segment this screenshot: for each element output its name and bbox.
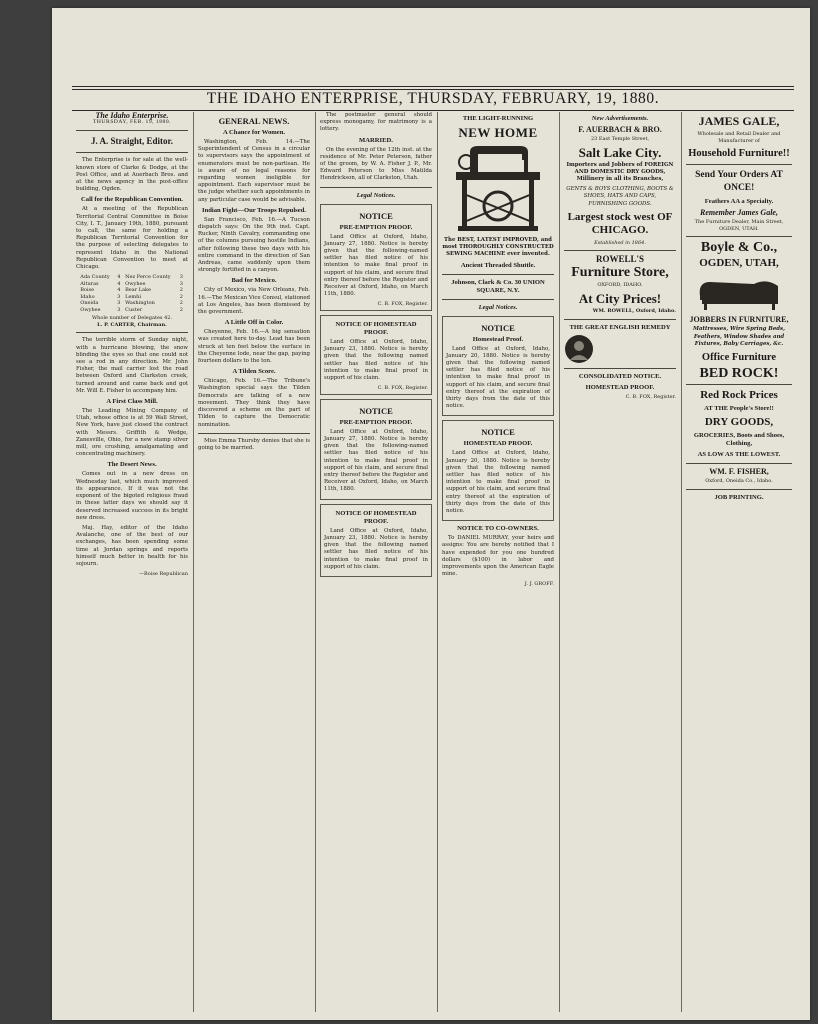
desert-heading: The Desert News. xyxy=(107,461,157,469)
divider xyxy=(76,332,188,333)
column-notices xyxy=(320,112,432,1012)
furniture-store: Furniture Store, xyxy=(571,265,669,281)
mexico-paragraph: City of Mexico, via New Orleans, Feb. 16.—The Mexican Vice Consul, stationed at Los Angeles, has been dismissed by the government. xyxy=(198,287,310,316)
divider xyxy=(76,152,188,153)
closing-paragraph: Miss Emma Thursby denies that she is going to be married. xyxy=(198,437,310,451)
intro-paragraph: The Enterprise is for sale at the well-known store of Clarke & Dodge, at the Post Office, and at Auerbach Bros. and at the news agency in the post-office building, Ogden. xyxy=(76,157,188,193)
homestead-notice xyxy=(320,315,432,395)
city-prices: At City Prices! xyxy=(578,291,662,306)
portrait-medallion-icon xyxy=(564,334,594,364)
divider xyxy=(564,368,676,369)
color-heading: A Little Off in Color. xyxy=(224,319,284,327)
co-owners-body: To DANIEL MURRAY, your heirs and assigns: You are hereby notified that I have expended for you one hundred dollars ($100) in labor and improvements upon the American Eagle mine. xyxy=(442,535,554,578)
divider xyxy=(564,319,676,320)
women-paragraph: Washington, Feb. 14.—The Superintendent of Census in a circular to supervisors says the appointment of enumerators must be non-partisan. He is aware of no legal reasons for regarding women ineligible for appointment. Each supervisor must be the judge whether such appointments in any particular case would be advisable. xyxy=(198,139,310,203)
consolidated-heading: CONSOLIDATED NOTICE. xyxy=(578,372,662,380)
column-rule xyxy=(681,112,682,1012)
feathers-line: Feathers AA a Specialty. xyxy=(704,198,774,206)
table-row: Ada County 4 Nez Perce County 3 xyxy=(80,274,183,281)
color-paragraph: Cheyenne, Feb. 16.—A big sensation was created here to-day. Lead has been struck at ten feet below the surface in the Cheyenne lode, near the gap, paying fourteen dollars to the ton. xyxy=(198,329,310,365)
table-row: Oneida 3 Washington 2 xyxy=(80,300,183,307)
mexico-heading: Bad for Mexico. xyxy=(231,277,277,285)
register-signature: C. B. FOX, Register. xyxy=(625,393,676,400)
intro-paragraph: The postmaster general should express monogamy, for matrimony is a lottery. xyxy=(320,112,432,133)
notice-body: Land Office at Oxford, Idaho, January 20, 1880. Notice is hereby given that the following named settler has filed notice of his intention to make final proof in support of his claim, and secure final entry thereof at the expiration of thirty days from the date of this notice. xyxy=(446,345,550,410)
notice-body: Land Office at Oxford, Idaho, January 27, 1880. Notice is hereby given that the following-named settler has filed notice of his intention to make final proof in support of his claim, and secure final entry thereof before the Register and Receiver at Oxford, Idaho, on March 11th, 1880. xyxy=(324,233,428,298)
notice-title: NOTICE xyxy=(481,322,515,333)
divider xyxy=(442,274,554,275)
firm-address: 23 East Temple Street, xyxy=(590,136,650,142)
ad-heading-large: NEW HOME xyxy=(458,125,538,140)
notice-subtitle: HOMESTEAD PROOF. xyxy=(463,440,533,448)
dry-goods: DRY GOODS, xyxy=(704,415,774,428)
column-rule xyxy=(437,112,438,1012)
married-heading: MARRIED. xyxy=(359,136,393,144)
credit-line: —Boise Republican xyxy=(139,571,188,578)
call-heading: Call for the Republican Convention. xyxy=(81,196,183,204)
column-advertisements xyxy=(564,112,676,1012)
call-paragraph: At a meeting of the Republican Territorial Central Committee in Boise City, I. T., January 19th, 1880, pursuant to call, the same for holding a Republican Territorial Convention for the purpose of selecting delegates to represent Idaho in the National Republican Convention to meet at Chicago. xyxy=(76,206,188,271)
divider xyxy=(198,433,310,434)
notice-title: NOTICE OF HOMESTEAD PROOF. xyxy=(335,321,417,337)
notice-title: NOTICE xyxy=(359,405,393,416)
notice-subtitle: Homestead Proof. xyxy=(472,335,524,343)
notice-title: NOTICE OF HOMESTEAD PROOF. xyxy=(335,509,417,525)
lowest-line: AS LOW AS THE LOWEST. xyxy=(697,450,781,458)
remember-line: Remember James Gale, xyxy=(700,208,778,218)
table-row: Idaho 3 Lemhi 2 xyxy=(80,293,183,300)
notice-body: Land Office at Oxford, Idaho, January 23, 1880. Notice is hereby given that the following named settler has filed notice of his intention to make final proof in support of his claim. xyxy=(324,527,428,570)
divider xyxy=(686,489,792,490)
bed-rock: BED ROCK! xyxy=(699,365,779,381)
women-heading: A Chance for Women. xyxy=(222,129,286,136)
ad-heading-small: THE LIGHT-RUNNING xyxy=(462,115,534,122)
notice-title: NOTICE xyxy=(481,427,515,438)
divider xyxy=(564,250,676,251)
notice-body: Land Office at Oxford, Idaho, January 27, 1880. Notice is hereby given that the following-named settler has filed notice of his intention to make final proof in support of his claim, and secure final entry thereof before the Register and Receiver at Oxford, Idaho, on March 11th, 1880. xyxy=(324,428,428,493)
troops-heading: Indian Fight—Our Troops Repulsed. xyxy=(202,206,306,214)
preemption-notice-2 xyxy=(320,399,432,500)
notice-body: Land Office at Oxford, Idaho, January 20, 1880. Notice is hereby given that the following named settler has filed notice of his intention to make final proof in support of his claim, and secure final entry thereof at the expiration of thirty days from the date of this notice. xyxy=(446,450,550,515)
gale-name: JAMES GALE, xyxy=(698,114,780,128)
newspaper-page xyxy=(52,8,810,1020)
machine-caption: The BEST, LATEST IMPROVED, and most THOROUGHLY CONSTRUCTED SEWING MACHINE ever invented. xyxy=(442,237,554,258)
groceries-line: GROCERIES, Boots and Shoes, Clothing, xyxy=(693,431,785,447)
remedy-heading: THE GREAT ENGLISH REMEDY xyxy=(569,323,671,331)
preemption-notice xyxy=(320,204,432,311)
co-owners-heading: NOTICE TO CO-OWNERS. xyxy=(457,525,539,533)
divider xyxy=(686,463,792,464)
editor-line: J. A. Straight, Editor. xyxy=(91,136,173,147)
homestead-notice xyxy=(442,316,554,417)
notice-title: NOTICE xyxy=(359,210,393,221)
homestead-notice-2 xyxy=(320,504,432,577)
masthead-title: THE IDAHO ENTERPRISE, THURSDAY, FEBRUARY, 19, 1880. xyxy=(206,90,660,107)
divider xyxy=(686,236,792,237)
job-printing: JOB PRINTING. xyxy=(714,493,764,501)
divider xyxy=(686,384,792,385)
notice-subtitle: PRE-EMPTION PROOF. xyxy=(339,418,413,426)
register-signature: C. B. FOX, Register. xyxy=(377,385,428,392)
mill-paragraph: The Leading Mining Company of Utah, whose office is at 59 Wall Street, New York, have just closed the contract with Messrs. Griffith & Wedge, Zanesville, Ohio, for a new stamp silver mill, ore crushing, amalgamating and concentrating machinery. xyxy=(76,408,188,458)
desert-paragraph: Comes out in a new dress on Wednesday last, which much improved its appearance. If it was not the exponent of the bigoted religious fraud in these latter days we should say it deserved increased success in its bright new dress. xyxy=(76,471,188,521)
table-row: Alturas 4 Owyhee 3 xyxy=(80,280,183,287)
ads-heading: New Advertisements. xyxy=(591,115,649,122)
stock-line: Largest stock west OF CHICAGO. xyxy=(567,210,673,236)
column-general-news xyxy=(198,112,310,1012)
red-rock-prices: Red Rock Prices xyxy=(700,388,778,401)
tilden-heading: A Tilden Score. xyxy=(232,368,276,376)
boyle-location: OGDEN, UTAH, xyxy=(699,257,779,270)
sewing-machine-illustration xyxy=(442,142,554,234)
firm-name: F. AUERBACH & BRO. xyxy=(578,125,662,134)
masthead-rule-top xyxy=(72,86,794,87)
register-signature: C. B. FOX, Register. xyxy=(377,301,428,308)
sewing-machine-icon xyxy=(448,142,548,234)
column-editorial xyxy=(76,112,188,1012)
firm-city: Salt Lake City. xyxy=(578,144,662,160)
jobbers-line: JOBBERS IN FURNITURE, xyxy=(689,315,789,325)
rowell-signature: WM. ROWELL, Oxford, Idaho. xyxy=(592,308,676,314)
goods-line: GENTS & BOYS CLOTHING, BOOTS & SHOES, HATS AND CAPS, FURNISHING GOODS. xyxy=(566,186,674,207)
homestead-heading: HOMESTEAD PROOF. xyxy=(585,383,655,391)
personal-paragraph: Maj. Hay, editor of the Idaho Avalanche, one of the best of our exchanges, has been spending some time at Jordan springs and reports himself much better in health for his sojourn. xyxy=(76,524,188,567)
gale-store: The Furniture Dealer, Main Street, OGDEN, UTAH. xyxy=(694,219,784,232)
send-orders: Send Your Orders AT ONCE! xyxy=(695,170,783,194)
divider xyxy=(686,164,792,165)
notice-body: Land Office at Oxford, Idaho, January 23, 1880. Notice is hereby given that the following named settler has filed notice of his intention to make final proof in support of his claim. xyxy=(324,339,428,382)
column-rule xyxy=(559,112,560,1012)
delegate-table xyxy=(78,274,186,313)
peoples-store: AT THE People's Store!! xyxy=(704,404,774,412)
signature: L. P. CARTER, Chairman. xyxy=(97,321,167,328)
divider xyxy=(76,130,188,131)
notice-subtitle: PRE-EMPTION PROOF. xyxy=(339,223,413,231)
homestead-notice-2 xyxy=(442,420,554,521)
masthead-rule-bottom xyxy=(72,110,794,111)
issue-date: THURSDAY, FEB. 19, 1880. xyxy=(92,119,172,126)
delegate-total: Whole number of Delegates 42. xyxy=(91,315,173,322)
office-furniture: Office Furniture xyxy=(701,351,777,363)
feature-line: Ancient Threaded Shuttle. xyxy=(460,261,536,269)
boyle-name: Boyle & Co., xyxy=(700,240,778,256)
rowell-location: OXFORD, IDAHO. xyxy=(597,282,643,289)
importers-line: Importers and Jobbers of FOREIGN AND DOMESTIC DRY GOODS, Millinery in all its Branches, xyxy=(566,161,674,182)
column-rule xyxy=(315,112,316,1012)
married-paragraph: On the evening of the 12th inst. at the residence of Mr. Peter Peterson, father of the groom, by W. A. Fisher J. P., Mr. Edward Peterson to Miss Matilda Hendrickson, all of Clarkston, Utah. xyxy=(320,146,432,182)
co-owners-signature: J. J. GROFF. xyxy=(524,581,554,588)
rowell-name: ROWELL'S xyxy=(595,254,644,265)
legal-heading: Legal Notices. xyxy=(356,191,396,199)
household-furniture: Household Furniture!! xyxy=(688,148,790,160)
troops-paragraph: San Francisco, Feb. 16.—A Tucson dispatch says: On the 9th inst. Capt. Rucker, Ninth Cavalry, commanding one of the columns pursuing hostile Indians, after following these two days with his entire command in the direction of San Andreas, came suddenly upon them strongly fortified in a canyon. xyxy=(198,216,310,274)
paper-name: The Idaho Enterprise. xyxy=(95,112,169,120)
table-row: Boise 4 Bear Lake 2 xyxy=(80,287,183,294)
divider xyxy=(320,187,432,188)
storm-paragraph: The terrible storm of Sunday night, with a hurricane blowing, the snow blinding the eyes so that one could not see a rod in any direction. Mr. John Fisher, the mail carrier lost the road between Oxford and Clarkston creek, turned around and came back and got Mr. Will E. Fisher to accompany him. xyxy=(76,337,188,394)
general-news-heading: GENERAL NEWS. xyxy=(218,116,290,126)
table-row: Owyhee 3 Custer 2 xyxy=(80,306,183,313)
sofa-illustration-icon xyxy=(694,274,784,312)
mill-heading: A First Class Mill. xyxy=(106,398,158,406)
divider xyxy=(442,299,554,300)
established-line: Established in 1864. xyxy=(594,239,646,246)
tilden-paragraph: Chicago, Feb. 16.—The Tribune's Washington special says the Tilden Democrats are talking of a new movement. They think they have discovered a scheme on the part of Tilden to capture the Democratic nomination. xyxy=(198,378,310,428)
gale-subtitle: Wholesale and Retail Dealer and Manufacturer of xyxy=(697,131,781,144)
fisher-name: WM. F. FISHER, xyxy=(709,466,769,476)
fisher-location: Oxford, Oneida Co., Idaho. xyxy=(705,477,773,484)
column-furniture-ads xyxy=(686,112,792,1012)
column-rule xyxy=(193,112,194,1012)
column-sewing-ad xyxy=(442,112,554,1012)
legal-heading: Legal Notices. xyxy=(478,303,518,311)
mattresses-line: Mattresses, Wire Spring Beds, Feathers, Window Shades and Fixtures, Baby Carriages, &c. xyxy=(693,326,785,347)
agent-line: Johnson, Clark & Co. 30 UNION SQUARE, N.Y. xyxy=(451,278,545,294)
